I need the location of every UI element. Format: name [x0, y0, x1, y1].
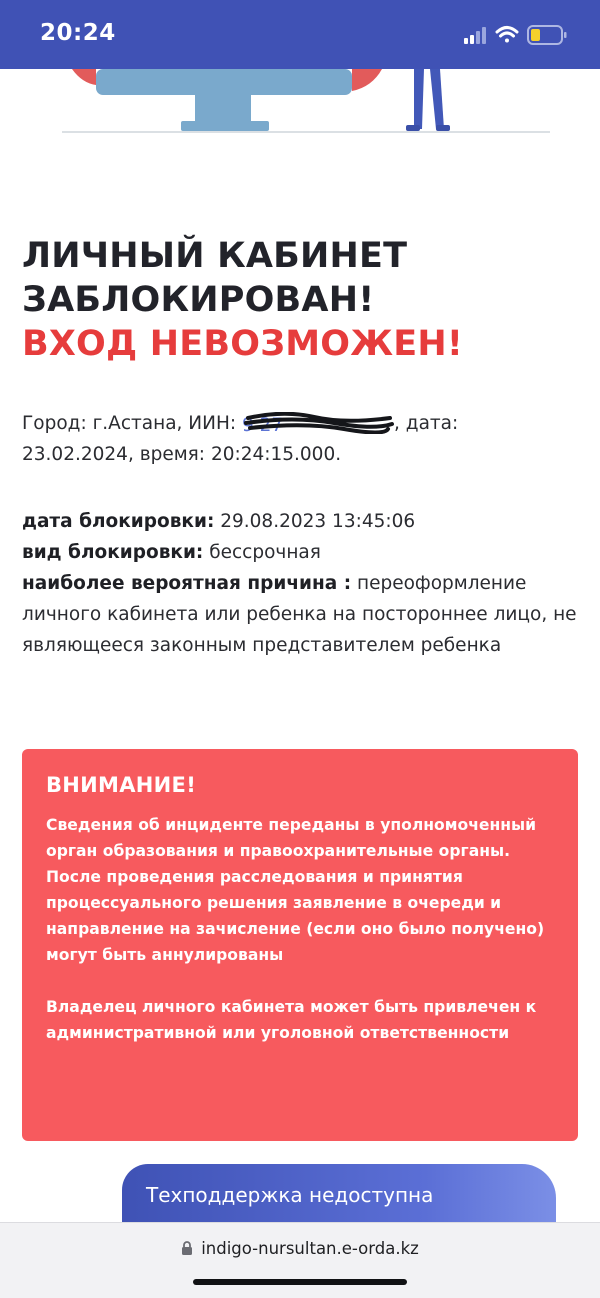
lock-icon: [181, 1241, 193, 1256]
warning-paragraph-1: Сведения об инциденте переданы в уполномоченный орган образования и правоохранительные органы. После проведения расследования и принятия процессуального решения заявление в очереди и направление на зачисление (если оно было получено) могут быть аннулированы: [46, 816, 545, 964]
title-line-1: ЛИЧНЫЙ КАБИНЕТ: [22, 236, 408, 276]
block-type-value: бессрочная: [203, 542, 321, 563]
block-reason-row: [22, 568, 582, 661]
status-bar: [0, 0, 600, 69]
battery-icon: [528, 26, 567, 44]
meta-date-label: , дата:: [394, 413, 459, 434]
block-reason-label: наиболее вероятная причина :: [22, 573, 352, 594]
url-display[interactable]: [0, 1239, 600, 1258]
status-time: 20:24: [40, 20, 116, 46]
status-icons: [464, 24, 574, 48]
home-indicator[interactable]: [193, 1279, 407, 1285]
meta-time: 20:24:15.000.: [210, 444, 342, 465]
hero-illustration: [0, 69, 600, 139]
block-type-row: [22, 537, 582, 568]
title-line-3: ВХОД НЕВОЗМОЖЕН!: [22, 324, 464, 364]
block-details: [22, 506, 582, 661]
warning-box: [22, 749, 578, 1141]
title-line-2: ЗАБЛОКИРОВАН!: [22, 280, 375, 320]
iin-value: 9 27: [242, 415, 284, 436]
block-date-value: 29.08.2023 13:45:06: [214, 511, 416, 532]
meta-time-label: , время:: [127, 444, 211, 465]
block-date-label: дата блокировки:: [22, 511, 215, 532]
block-reason-value: переоформление личного кабинета или ребенка на постороннее лицо, не являющееся законным представителем ребенка: [22, 573, 577, 656]
iin-redacted: [242, 412, 394, 436]
support-button[interactable]: Техподдержка недоступна: [122, 1164, 556, 1228]
warning-title: ВНИМАНИЕ!: [46, 773, 197, 797]
url-text: indigo-nursultan.e-orda.kz: [201, 1239, 419, 1258]
block-type-label: вид блокировки:: [22, 542, 204, 563]
meta-date: 23.02.2024: [22, 444, 128, 465]
block-date-row: [22, 506, 582, 537]
warning-paragraph-2: Владелец личного кабинета может быть привлечен к административной или уголовной ответственности: [46, 998, 537, 1042]
page-title: [22, 234, 463, 366]
request-meta: [22, 408, 582, 470]
browser-url-bar[interactable]: [0, 1222, 600, 1298]
wifi-icon: [497, 28, 517, 43]
redaction-scribble: [244, 412, 394, 434]
signal-icon: [464, 27, 486, 44]
meta-prefix: Город: г.Астана, ИИН:: [22, 413, 243, 434]
